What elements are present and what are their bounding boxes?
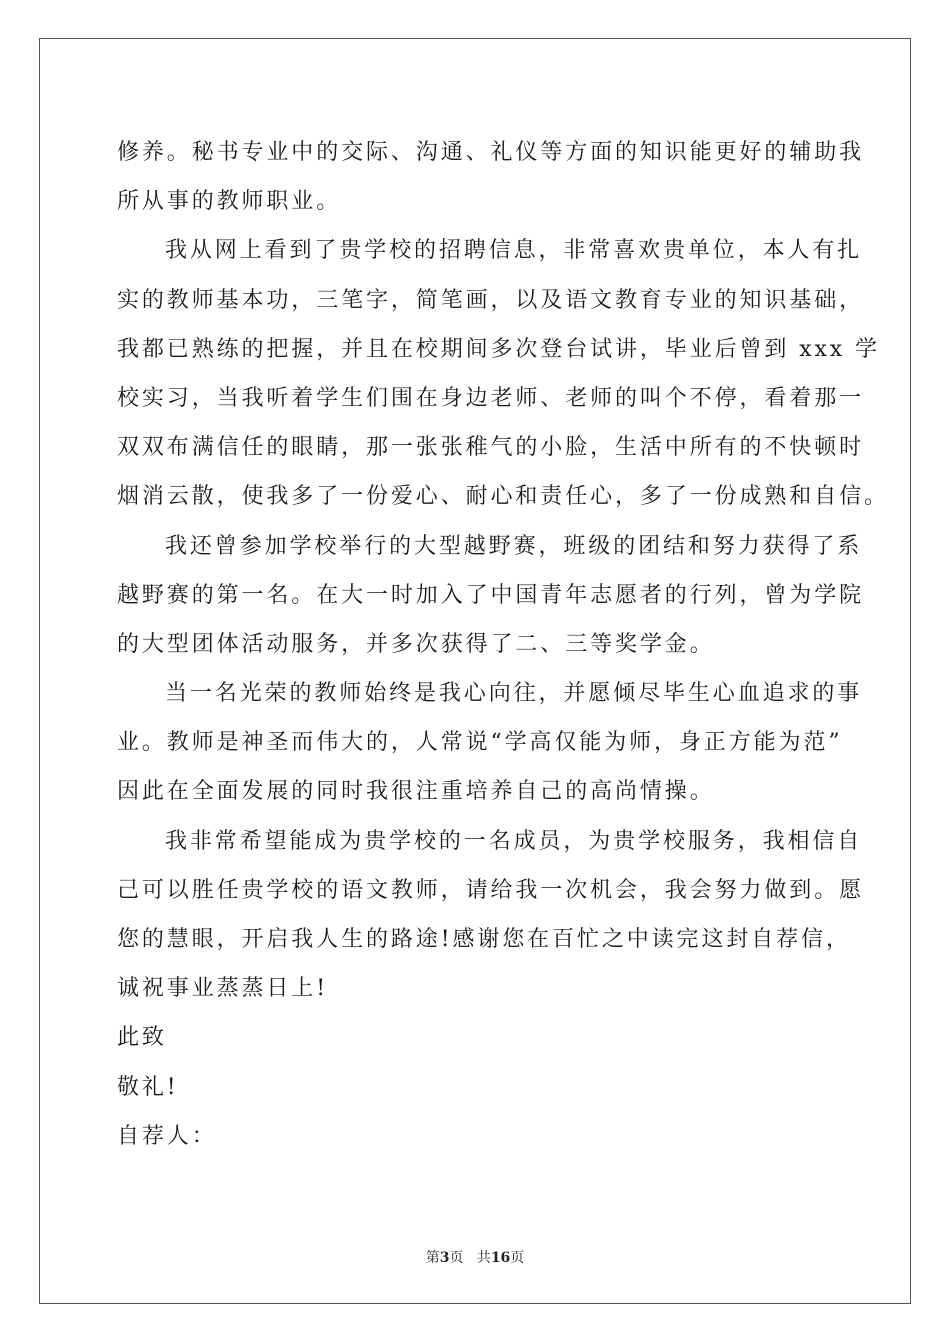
text-line: 因此在全面发展的同时我很注重培养自己的高尚情操。 (117, 779, 715, 805)
text-line: 校实习，当我听着学生们围在身边老师、老师的叫个不停，看着那一 (117, 385, 865, 411)
text-line: 所从事的教师职业。 (117, 189, 342, 215)
text-line: 诚祝事业蒸蒸日上! (117, 976, 328, 1002)
total-suffix: 页 (510, 1250, 525, 1266)
signature-label: 自荐人： (117, 1123, 217, 1149)
page-number: 3 (439, 1250, 450, 1266)
paragraph-start-line: 当一名光荣的教师始终是我心向往，并愿倾尽毕生心血追求的事 (165, 681, 863, 707)
closing-salutation: 此致 (117, 1025, 167, 1051)
paragraph-start-line: 我从网上看到了贵学校的招聘信息，非常喜欢贵单位，本人有扎 (165, 238, 863, 264)
text-line: 业。教师是神圣而伟大的，人常说“学高仅能为师，身正方能为范” (117, 730, 843, 756)
total-prefix: 共 (476, 1250, 491, 1266)
text-line: 烟消云散，使我多了一份爱心、耐心和责任心，多了一份成熟和自信。 (117, 484, 889, 510)
text-line: 您的慧眼，开启我人生的路途!感谢您在百忙之中读完这封自荐信， (117, 927, 851, 952)
text-line: 双双布满信任的眼睛，那一张张稚气的小脸，生活中所有的不快顿时 (117, 435, 865, 461)
paragraph-start-line: 我非常希望能成为贵学校的一名成员，为贵学校服务，我相信自 (165, 828, 863, 854)
total-pages: 16 (490, 1250, 511, 1266)
text-line: 的大型团体活动服务，并多次获得了二、三等奖学金。 (117, 631, 715, 657)
page-prefix: 第 (425, 1250, 440, 1266)
text-line: 修养。秘书专业中的交际、沟通、礼仪等方面的知识能更好的辅助我 (117, 140, 865, 165)
text-line: 越野赛的第一名。在大一时加入了中国青年志愿者的行列，曾为学院 (117, 582, 865, 608)
letter-body (117, 128, 889, 1161)
page-suffix: 页 (449, 1250, 464, 1266)
text-line: 实的教师基本功，三笔字，简笔画，以及语文教育专业的知识基础， (117, 287, 865, 313)
paragraph-start-line: 我还曾参加学校举行的大型越野赛，班级的团结和努力获得了系 (165, 533, 863, 559)
closing-regards: 敬礼! (117, 1074, 179, 1100)
text-line: 我都已熟练的把握，并且在校期间多次登台试讲，毕业后曾到 xxx 学 (117, 336, 880, 362)
page-footer (0, 1247, 950, 1267)
text-line: 己可以胜任贵学校的语文教师，请给我一次机会，我会努力做到。愿 (117, 877, 865, 903)
